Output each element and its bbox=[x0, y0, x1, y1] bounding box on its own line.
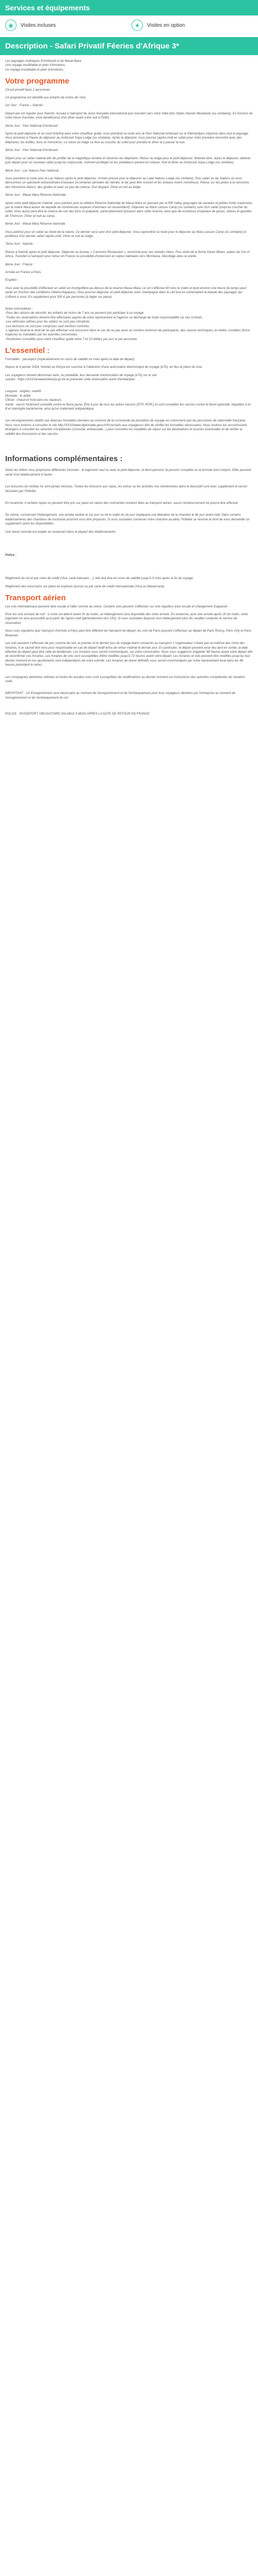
service-label: Visites en option bbox=[147, 22, 185, 28]
essentiel-title: L'essentiel : bbox=[5, 346, 50, 355]
programme-line: Circuit privatif base 2 personnes bbox=[5, 88, 51, 92]
complementaires-line: De même, concernant l'hébergement, une arrivée tardive le 1er jour ou tôt le matin du 2è jour impliquera une libération de la chambre le 8è jour avant midi. Dans certains établissements des chambres de courtoisie pourront vous être proposés. Si vous souhaitez conserver votre chambre au-delà, l'hôtelier se réserve le droit de vous demander un supplément selon les disponibilités. bbox=[5, 513, 250, 526]
essentiel-line: Les renseignements relatifs aux diverses formalités données au moment de la commande de prestation de voyage ne concernent que les personnes de nationalité française. Nous vous invitons à consulter le site http://XXXXwww.diplomatie.gouv.fr/fr/conseils-aux-voyageurs/ afin de vérifier les formalités nécessaires. Nous invitons les ressortissants étrangers à consulter les autorités compétentes (consulat, ambassade...) pour connaître les modalités de séjour sur les destinations et sources éventuelles et de vérifier la validité des documents et des vaccins. bbox=[5, 419, 247, 436]
transport-line: IMPORTANT : Un Enregistrement sera nécessaire au moment de l'enregistrement et de l'embarquement pour tous voyageurs déclarés par l'entreprise au moment de l'enregistrement et de l'embarquement du vol. bbox=[5, 691, 235, 700]
programme-note: -L'agence réserve le droit de ne pas effectuer une excursion dans le cas de ne pas avoir un nombre minimum de participants, des raisons techniques, la météo, condition (force majeure) ou mandatés par les autorités concernées. bbox=[5, 329, 250, 337]
essentiel-line: Depuis le 4 janvier 2024, l'entrée au Kenya est soumise à l'obtention d'une autorisation électronique de voyage (eTA), en lieu et place du visa. bbox=[5, 365, 203, 369]
intro-line: Les paysages mythiques d'Amboseli et de Masai Mara bbox=[5, 59, 82, 63]
transport-title: Transport aérien bbox=[5, 594, 66, 603]
programme-line: Retour à Nairobi après le petit déjeuner. Déjeuner au bureau « Carnivore Restaurant », renommé pour ses viandes rôties. Puis visite de la ferme Karen Blixen, auteur de Out of Africa. Transfert à l'aéroport pour retour en France ou possibilité d'extension en séjour balnéaire vers Mombasa. Décollage dans la soirée. bbox=[5, 250, 250, 259]
transport-line: Les vols peuvent s'effectuer de jour comme de nuit, le premier et le dernier jour du voyage étant consacrés au transport. L'organisateur n'étant pas la maîtrise des choix des horaires, il se saurait être tenu pour responsable en cas de départ tardif et/ou de retour matinal le dernier jour. En particulier, le départ peuvent avoir lieu tard en soirée, la date effective du départ peut être celle du lendemain. Les horaires vous seront communiqués, sur votre convocation. Nous vous suggérons d'appeler 48 heures avant votre départ afin de reconfirmer ces horaires. Les horaires de vols sont susceptibles d'être modifiés jusqu'à 72 heures avant votre départ. Les horaires et vols peuvent être modifiés jusqu'au tout dernier moment et ces ajustements sont indépendants de notre volonté. Les horaires de retour définitifs vous seront communiqués par notre représentant local dans les 48 heures précédant le retour. bbox=[5, 641, 253, 667]
programme-day: 5ème Jour : Masai Mara Réserve Nationale : bbox=[5, 193, 68, 197]
programme-line: Ce programme est identifié aux enfants de moins de 7ans. bbox=[5, 96, 87, 100]
intro-line: Une voyage inoubliable et plein d'émotions. bbox=[5, 63, 66, 67]
essentiel-line: Les voyageurs doivent désormais faire, ou préalable, leur demande d'autorisation de voyage (eTA) sur le site bbox=[5, 373, 157, 377]
description-content bbox=[0, 55, 258, 724]
intro-line: Un voyage inoubliable et plein d'émotions. bbox=[5, 67, 64, 72]
complementaires-line: Une taxue concrée est exigée au restaurant dans la plupart des établissements. bbox=[5, 530, 117, 534]
programme-day: 7ème Jour : Nairobi : bbox=[5, 242, 35, 246]
footer-note: POLICE : PASSEPORT OBLIGATOIRE VALABLE 6 MOIS APRES LA DATE DE RETOUR EN FRANCE bbox=[5, 712, 150, 716]
transport-line: Les compagnies aériennes utilisées et toutes les escales nous sont susceptibles de modifications au dernier moment sur instructions des autorités compétentes de l'aviation civile. bbox=[5, 675, 245, 683]
essentiel-line: Langues : anglais, swahili bbox=[5, 389, 41, 394]
complementaires-title: Informations complémentaires : bbox=[5, 454, 123, 463]
description-bar bbox=[0, 37, 258, 55]
services-bar bbox=[0, 0, 258, 15]
services-row bbox=[0, 15, 258, 36]
service-optional-visits bbox=[132, 20, 253, 31]
programme-title: Votre programme bbox=[5, 77, 69, 86]
programme-note: -Pour des raisons de sécurité, les enfants de moins de 7 ans ne peuvent pas participer à ce voyage. bbox=[5, 311, 144, 315]
complementaires-line: Les boissons du minibar ne sont jamais incluses. Toutes les boissons aux repas, les extras ou les activités non mentionnées dans le descriptif sont avec supplément et seront facturées par l'hôtelier. bbox=[5, 485, 247, 493]
programme-day: 6ème Jour : Masai Mara Réserve nationale : bbox=[5, 222, 67, 226]
police-title: Police : bbox=[5, 553, 17, 557]
programme-heading: Notes informatives : bbox=[5, 307, 33, 311]
services-title: Services et équipements bbox=[5, 4, 90, 12]
programme-day: 1er Jour : France – Nairobi : bbox=[5, 104, 44, 108]
programme-line: Départ pour un safari matinal afin de profiter de la magnifique lumière et observer les éléphants. Retour au lodge pour le petit-déjeuner. Matinée libre. Après le déjeuner, détente puis départ pour un nouveau safari jusqu'au crépuscule, moment privilégié où les prédateurs partent en chasse. Nuit et dîner au Amboseli Sopa Lodge (ou similaire). bbox=[5, 156, 251, 165]
programme-line: Départ par vol régulier pour Nairobi. Accueil à l'aéroport de Jomo Kenyatta International puis transfert vers votre hôtel (Ibis Styles Nairobi Westlands (ou similaire)). En fonction de votre heure d'arrivée, vous bénéficierez d'un dîner avant votre nuit à l'hôtel. bbox=[5, 111, 253, 120]
service-included-visits bbox=[5, 20, 126, 31]
essentiel-line: Formalités : passeport (impérativement en cours de validité six mois après la date de départ). bbox=[5, 357, 135, 361]
programme-line: Vous avez la possibilité d'effectuer un safari en montgolfière au-dessus de la réserve Masai Mara. Le vol s'effectue 60 mins le matin et dure environ une heure (le temps peut varier en fonction des conditions météorologiques). Vous pourrez déguster un petit-déjeuner avec champagne dans le ciel tout en contemplant la beauté des paysages qui s'offrent à vous. En supplément pour 500 € par personne (à régler sur place). bbox=[5, 286, 247, 299]
programme-day: 2ème Jour : Parc National d'Amboseli : bbox=[5, 124, 60, 128]
complementaires-line: En revanche, il certains repas ne peuvent être pris sur place en raison des contraintes horaires liées au transport aérien, aucun remboursement ne pourra être effectué. bbox=[5, 501, 239, 505]
programme-line: Après le petit déjeuner et un court briefing avec votre chauffeur guide, vous prendrez la route vers le Parc National Amboseli sur le Kilimandjaro (réponse dans tout le paysage. Vous arriverez à l'heure du déjeuner au Amboseli Sopa Lodge (ou similaire). Après le déjeuner, vous pourrez (après-midi en safari pour votre première rencontre avec des éléphants, les buffles, lions et rhinocéros. Le retour au lodge se fera au coucher du soleil pour prendre le dîner et y passer la nuit. bbox=[5, 132, 249, 144]
essentiel-line: Monnaie : le dollar bbox=[5, 394, 31, 398]
map-pin-icon: ◉ bbox=[5, 20, 17, 31]
programme-heading: Eruption : bbox=[5, 278, 19, 282]
programme-line: Arrivée en France à Paris. bbox=[5, 270, 42, 274]
description-title: Description - Safari Privatif Féeries d'Afrique 3* bbox=[5, 42, 180, 50]
programme-note: -Pourboires conseillés pour votre chauffeur guide entre 7 et 10 dollars par jour et par personne. bbox=[5, 337, 138, 341]
programme-day: 8ème Jour : France : bbox=[5, 262, 35, 266]
essentiel-line: Santé : vaccin fortement conseillé contre la fièvre jaune. Être à jour de tous les autres vaccins (DTP, ROR.) et sont conseillés les vaccins contre la fièvre typhoïde, hépatites A et B et méningite bactérienne, ainsi qu'un traitement antipaludique. bbox=[5, 402, 251, 411]
police-line: Règlement du vol et par carte de crédit (Visa, carte bancaire ...), elle doit être en cours de validité jusqu'à 3 mois après la fin du voyage. bbox=[5, 577, 194, 581]
essentiel-line: suivant : https://XXXXwwwautokenya.go.ke et présenter cette autorisation avant d'embarquer. bbox=[5, 377, 136, 381]
star-icon: ★ bbox=[132, 20, 143, 31]
service-label: Visites incluses bbox=[21, 22, 56, 28]
programme-day: 3ème Jour : Parc National d'Amboseli : bbox=[5, 148, 60, 152]
programme-line: Vous prendrez la route pour le Lac Nakuru après le petit déjeuner. Arrivée prévue pour le déjeuner au Lake Nakuru Lodge (ou similaire). Puis safari au lac Nakuru où vous découvrirez un spectacle extraordinaire d'oiseaux (à certaines périodes de l'année, le lac peut être couvert et les oiseaux moins nombreux). Retour sur les pistes à la rencontre des rhinocéros blancs, des girafes et avec un peu de chance, d'un léopard. Dîner et nuit au lodge. bbox=[5, 176, 249, 189]
programme-line: Après votre petit-déjeuner matinal, vous partirez pour la célèbre Réserve Nationale de Masai Mara en passant par la Rift Valley (paysages de savanes et petites forêts traversées par la rivière Mara auteur de laquelle de nombreuses espèces d'animaux se rassemblent). Déjeuner au Mara Leisure Camp (ou similaire) suivi d'un safari jusqu'au coucher du soleil. Vous aurez peut-être la chance de voir des lions et guépards, particulièrement présents dans cette réserve, ainsi que de nombreux troupeaux de gnous, zèbres et gazelles de Thomson. Dîner et nuit au camp. bbox=[5, 201, 253, 218]
complementaires-line: Selon les hôtels nous proposons différentes formules : le logement seul ou avec le petit-déjeuner, la demi-pension, la pension complète ou la formule tout compris. Elles peuvent varier d'un établissement à l'autre. bbox=[5, 468, 251, 477]
essentiel-line: Climat : chaud et froid dans les hauteurs bbox=[5, 398, 62, 402]
programme-note: -Toutes les réservations doivent être effectuées auprès de votre représentant et l'agence se décharge de toute responsabilité sur ces contrats. bbox=[5, 315, 203, 319]
programme-line: Vous partirez pour un safari au réveil de la nature. Ce dernier sera suivi d'un petit-déjeuner. Vous reprendrez la route pour le déjeuner au Mara Leisure Camp (ou similaire) et profiterez d'un dernier safari l'après-midi. Dîner et nuit au lodge. bbox=[5, 230, 247, 238]
transport-line: Les vols internationaux peuvent faire escale à l'aller comme au retour. Certains vols peuvent s'effectuer sur vols réguliers avec escale et changement d'appareil. bbox=[5, 604, 228, 608]
programme-note: -Les boissons ne sont pas comprises sauf mention contraire. bbox=[5, 324, 90, 328]
transport-line: Nous vous signalons que l'aéroport d'arrivée à Paris peut être différent de l'aéroport de départ, les vols de Paris peuvent s'effectuer au départ de Paris Roissy, Paris Orly et Paris Beauvais. bbox=[5, 629, 252, 637]
programme-note: -Les véhicules utilisés pour les safaris ne sont pas climatisés. bbox=[5, 320, 91, 324]
police-line: Règlement des excursions sur place en espèces (euros) ou par carte de crédit internationale (Visa ou Mastercard). bbox=[5, 584, 165, 588]
transport-line: Pour les vols arrivant de nuit : si votre vol atterrit avant 2h du matin, un hébergement sera disponible dès votre arrivée. En revanche, pour une arrivée après 2h du matin, votre logement ne sera accessible qu'à partir de l'après-midi (généralement vers 15h). Si vous souhaitez disposer d'un hébergement plus tôt, veuillez contacter le service de réservation. bbox=[5, 613, 248, 625]
programme-day: 4ème Jour : Lac Nakuru Parc National : bbox=[5, 168, 60, 173]
